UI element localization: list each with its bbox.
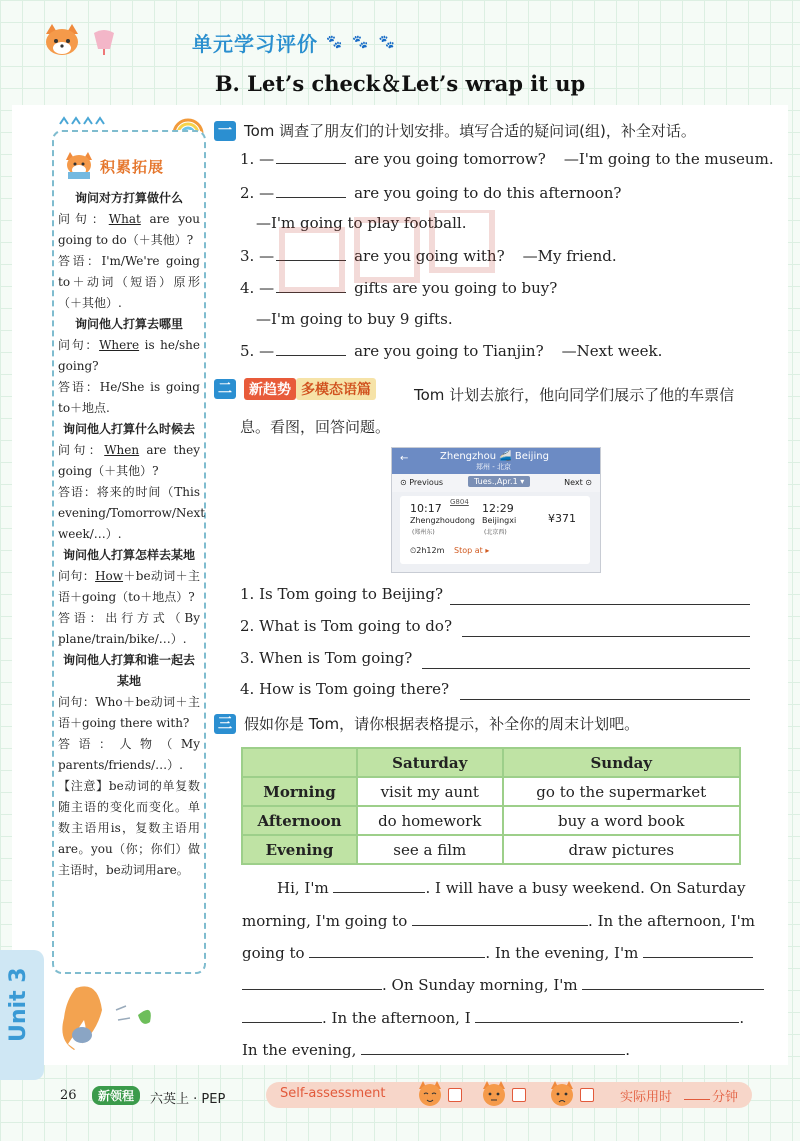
question-text: are you going to Tianjin? bbox=[354, 342, 544, 360]
fox-reading-icon bbox=[62, 150, 96, 180]
col-sunday: Sunday bbox=[503, 748, 741, 777]
question-text: 2. What is Tom going to do? bbox=[240, 617, 452, 635]
item-number: 4. — bbox=[240, 279, 275, 297]
question-text: are you going with? bbox=[354, 247, 505, 265]
train-number: G804 bbox=[450, 498, 469, 506]
passage-text: . In the evening, I'm bbox=[485, 944, 639, 962]
ticket-date-nav bbox=[392, 474, 600, 492]
question-text: are you going to do this afternoon? bbox=[354, 184, 622, 202]
tip-line: 问句：How＋be动词＋主语＋going（to＋地点）? bbox=[58, 569, 200, 604]
departure-station-cn: (郑州东) bbox=[412, 529, 435, 536]
multimodal-tag: 多模态语篇 bbox=[296, 378, 376, 400]
question-text: 1. Is Tom going to Beijing? bbox=[240, 585, 444, 603]
q3-number: 三 bbox=[214, 714, 236, 734]
answer-blank[interactable] bbox=[276, 183, 346, 198]
tip-heading: 询问对方打算做什么 bbox=[74, 191, 183, 205]
fox-happy-icon bbox=[416, 1080, 444, 1108]
tip-line: 问句：What are you going to do（＋其他）? bbox=[58, 212, 200, 247]
answer-blank[interactable] bbox=[309, 943, 485, 958]
row-label: Afternoon bbox=[242, 806, 357, 835]
item-number: 5. — bbox=[240, 342, 275, 360]
answer-blank[interactable] bbox=[643, 943, 753, 958]
ticket-route-cn: 郑州 - 北京 bbox=[476, 463, 511, 471]
arrival-station-cn: (北京西) bbox=[484, 529, 507, 536]
sidebar-header bbox=[54, 148, 204, 182]
paw-prints-icon: 🐾 🐾 🐾 bbox=[326, 34, 398, 50]
table-cell: draw pictures bbox=[503, 835, 741, 864]
next-day: Next ⊙ bbox=[564, 478, 592, 487]
self-assessment-label: Self-assessment bbox=[280, 1086, 386, 1101]
q1-item bbox=[240, 149, 774, 168]
new-trend-tag: 新趋势 bbox=[244, 378, 296, 400]
q2-question bbox=[240, 585, 443, 603]
table-corner bbox=[242, 748, 357, 777]
unit-tab bbox=[0, 950, 44, 1080]
answer-blank[interactable] bbox=[422, 654, 750, 669]
tip-heading: 询问他人打算去哪里 bbox=[74, 317, 183, 331]
watermark-stamp-icon bbox=[272, 210, 502, 300]
tip-line: 答语：出行方式（By plane/train/bike/…）. bbox=[58, 611, 200, 646]
item-number: 2. — bbox=[240, 184, 275, 202]
answer-blank[interactable] bbox=[582, 975, 764, 990]
minutes-label: 分钟 bbox=[712, 1090, 739, 1105]
passage-line-6 bbox=[242, 1040, 630, 1059]
passage-text: . bbox=[625, 1041, 630, 1059]
ticket-card bbox=[400, 496, 590, 564]
ticket-route: Zhengzhou 🚄 Beijing bbox=[440, 451, 549, 462]
sidebar-tips bbox=[52, 130, 206, 974]
answer-text: —My friend. bbox=[522, 247, 617, 265]
table-cell: do homework bbox=[357, 806, 503, 835]
tip-heading: 询问他人打算怎样去某地 bbox=[62, 548, 195, 562]
stops-link: Stop at ▸ bbox=[454, 546, 490, 555]
arrival-station: Beijingxi bbox=[482, 516, 517, 525]
tip-heading: 询问他人打算什么时候去 bbox=[62, 422, 195, 436]
passage-text: . On Sunday morning, I'm bbox=[382, 976, 578, 994]
departure-time: 10:17 bbox=[410, 502, 442, 515]
answer-blank[interactable] bbox=[276, 341, 346, 356]
previous-day: ⊙ Previous bbox=[400, 478, 444, 487]
answer-blank[interactable] bbox=[475, 1008, 739, 1023]
section-title: B. Let’s check＆Let’s wrap it up bbox=[214, 71, 586, 96]
passage-text: morning, I'm going to bbox=[242, 912, 408, 930]
question-text: gifts are you going to buy? bbox=[354, 279, 558, 297]
sidebar-content bbox=[58, 188, 206, 881]
table-cell: visit my aunt bbox=[357, 777, 503, 806]
q2-question bbox=[240, 617, 452, 635]
brand-badge: 新领程 bbox=[92, 1086, 140, 1105]
passage-text: . In the afternoon, I'm bbox=[588, 912, 756, 930]
q2-question bbox=[240, 680, 449, 698]
page-number: 26 bbox=[60, 1088, 77, 1103]
answer-blank[interactable] bbox=[276, 149, 346, 164]
table-row bbox=[242, 806, 740, 835]
q1-item bbox=[240, 341, 662, 360]
passage-text: . I will have a busy weekend. On Saturday bbox=[425, 879, 746, 897]
time-blank[interactable] bbox=[684, 1099, 710, 1100]
question-text: 4. How is Tom going there? bbox=[240, 680, 450, 698]
passage-line-4 bbox=[242, 975, 764, 994]
tip-line: 问句：Who＋be动词＋主语＋going there with? bbox=[58, 695, 200, 730]
passage-line-5 bbox=[242, 1008, 744, 1027]
grade-label: 六英上 · PEP bbox=[150, 1092, 226, 1107]
passage-text: In the evening, bbox=[242, 1041, 357, 1059]
table-row bbox=[242, 777, 740, 806]
item-number: 3. — bbox=[240, 247, 275, 265]
tip-line: 答语：将来的时间（This evening/Tomorrow/Next week/…）. bbox=[58, 485, 206, 541]
q1-item bbox=[240, 183, 621, 202]
departure-station: Zhengzhoudong bbox=[410, 516, 475, 525]
q3-instruction: 假如你是 Tom，请你根据表格提示，补全你的周末计划吧。 bbox=[244, 715, 640, 733]
table-header-row bbox=[242, 748, 740, 777]
tip-line: 答语：人物（My parents/friends/…）. bbox=[58, 737, 200, 772]
weekend-plan-table bbox=[241, 747, 741, 865]
answer-blank[interactable] bbox=[450, 590, 750, 605]
tip-line: 问句：Where is he/she going? bbox=[58, 338, 200, 373]
q2-number: 二 bbox=[214, 379, 236, 399]
q1-number: 一 bbox=[214, 121, 236, 141]
table-cell: see a film bbox=[357, 835, 503, 864]
col-saturday: Saturday bbox=[357, 748, 503, 777]
q3-header bbox=[214, 713, 639, 734]
trip-duration: ⏲2h12m bbox=[410, 546, 445, 555]
answer-text: —Next week. bbox=[561, 342, 663, 360]
passage-text: going to bbox=[242, 944, 305, 962]
dots-decor-icon bbox=[58, 116, 108, 128]
fox-running-icon bbox=[46, 980, 156, 1055]
passage-line-2 bbox=[242, 911, 755, 930]
answer-blank[interactable] bbox=[412, 911, 588, 926]
fox-sad-icon bbox=[548, 1080, 576, 1108]
answer-blank[interactable] bbox=[242, 1008, 322, 1023]
q1-answer-line: —I'm going to play football. bbox=[256, 214, 467, 232]
answer-blank[interactable] bbox=[242, 975, 382, 990]
q2-instruction: Tom 计划去旅行，他向同学们展示了他的车票信息。看图，回答问题。 bbox=[240, 386, 735, 436]
wind-chime-icon bbox=[90, 27, 118, 57]
row-label: Evening bbox=[242, 835, 357, 864]
unit-label: Unit 3 bbox=[6, 967, 31, 1042]
ticket-price: ¥371 bbox=[548, 512, 576, 525]
row-label: Morning bbox=[242, 777, 357, 806]
fox-neutral-icon bbox=[480, 1080, 508, 1108]
self-assessment-bar bbox=[266, 1082, 752, 1108]
q1-instruction: Tom 调查了朋友们的计划安排。填写合适的疑问词(组)，补全对话。 bbox=[244, 122, 696, 140]
tip-line: 【注意】be动词的单复数随主语的变化而变化。单数主语用is，复数主语用are。you（你；你们）做主语时，be动词用are。 bbox=[58, 779, 200, 877]
tip-line: 问句：When are they going（＋其他）? bbox=[58, 443, 200, 478]
passage-line-3 bbox=[242, 943, 753, 962]
ticket-date: Tues.,Apr.1 ▾ bbox=[468, 476, 530, 487]
passage-line-1 bbox=[277, 878, 746, 897]
passage-text: . bbox=[739, 1009, 745, 1027]
sidebar-title: 积累拓展 bbox=[100, 158, 165, 176]
question-text: are you going tomorrow? bbox=[354, 150, 546, 168]
header bbox=[40, 22, 398, 62]
rating-checkbox[interactable] bbox=[580, 1088, 594, 1102]
table-cell: go to the supermarket bbox=[503, 777, 741, 806]
table-row bbox=[242, 835, 740, 864]
unit-eval-title: 单元学习评价 bbox=[192, 31, 318, 56]
rating-checkbox[interactable] bbox=[512, 1088, 526, 1102]
question-text: 3. When is Tom going? bbox=[240, 649, 413, 667]
tip-line: 答语：He/She is going to＋地点. bbox=[58, 380, 200, 415]
answer-blank[interactable] bbox=[462, 622, 750, 637]
tip-line: 答语：I'm/We're going to＋动词（短语）原形（＋其他）. bbox=[58, 254, 200, 310]
answer-blank[interactable] bbox=[361, 1040, 625, 1055]
passage-text: . In the afternoon, I bbox=[322, 1009, 471, 1027]
tip-heading: 询问他人打算和谁一起去某地 bbox=[62, 653, 195, 688]
q1-header bbox=[214, 120, 696, 141]
passage-text: Hi, I'm bbox=[277, 879, 329, 897]
answer-blank[interactable] bbox=[460, 685, 750, 700]
ticket-title-bar bbox=[392, 448, 600, 474]
train-ticket bbox=[391, 447, 601, 573]
back-arrow-icon: ← bbox=[400, 453, 409, 464]
table-cell: buy a word book bbox=[503, 806, 741, 835]
item-number: 1. — bbox=[240, 150, 275, 168]
arrival-time: 12:29 bbox=[482, 502, 514, 515]
answer-text: —I'm going to the museum. bbox=[563, 150, 774, 168]
q1-answer-line: —I'm going to buy 9 gifts. bbox=[256, 310, 453, 328]
rating-checkbox[interactable] bbox=[448, 1088, 462, 1102]
time-used-label: 实际用时 bbox=[620, 1090, 673, 1105]
fox-mascot-icon bbox=[40, 22, 84, 62]
answer-blank[interactable] bbox=[333, 878, 425, 893]
q2-question bbox=[240, 649, 412, 667]
